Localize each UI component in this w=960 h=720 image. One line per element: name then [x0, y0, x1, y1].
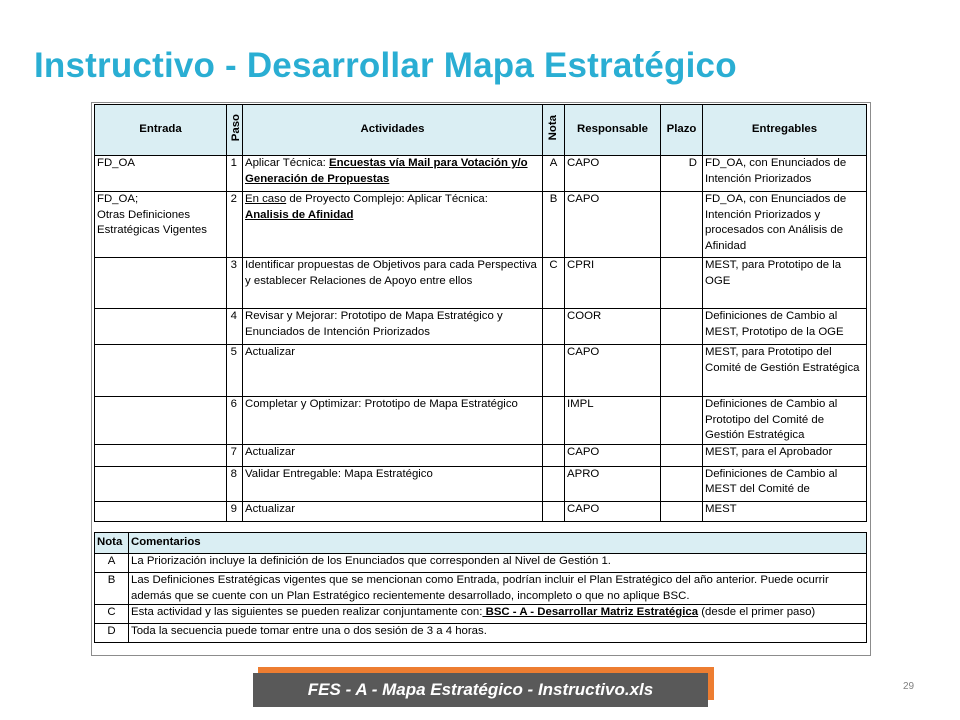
- note-text-before: Esta actividad y las siguientes se pueden realizar conjuntamente con:: [131, 606, 483, 618]
- cell-paso: 9: [227, 501, 243, 521]
- cell-plazo: D: [661, 156, 703, 192]
- note-text: La Priorización incluye la definición de los Enunciados que corresponden al Nivel de Gestión 1.: [129, 554, 867, 573]
- cell-entregables: Definiciones de Cambio al MEST, Prototipo de la OGE: [703, 309, 867, 345]
- table-row: [95, 501, 867, 521]
- cell-actividades: Completar y Optimizar: Prototipo de Mapa Estratégico: [243, 397, 543, 445]
- cell-paso: 4: [227, 309, 243, 345]
- table-row: [95, 156, 867, 192]
- note-row: [95, 573, 867, 605]
- cell-actividades: Identificar propuestas de Objetivos para cada Perspectiva y establecer Relaciones de Apoyo entre ellos: [243, 258, 543, 309]
- cell-entregables: MEST: [703, 501, 867, 521]
- header-entrada: Entrada: [95, 105, 227, 156]
- table-row: [95, 345, 867, 397]
- table-row: [95, 397, 867, 445]
- cell-entrada: [95, 501, 227, 521]
- cell-nota: [543, 466, 565, 501]
- cell-plazo: [661, 345, 703, 397]
- cell-paso: 2: [227, 192, 243, 258]
- header-responsable: Responsable: [565, 105, 661, 156]
- cell-paso: 5: [227, 345, 243, 397]
- cell-plazo: [661, 309, 703, 345]
- cell-responsable: CAPO: [565, 501, 661, 521]
- activity-text-underlined: En caso: [245, 193, 287, 205]
- cell-paso: 7: [227, 444, 243, 466]
- cell-entrada: [95, 466, 227, 501]
- cell-plazo: [661, 397, 703, 445]
- cell-actividades: Revisar y Mejorar: Prototipo de Mapa Estratégico y Enunciados de Intención Priorizados: [243, 309, 543, 345]
- page-title: Instructivo - Desarrollar Mapa Estratégico: [34, 46, 737, 85]
- cell-entregables: MEST, para Prototipo del Comité de Gestión Estratégica: [703, 345, 867, 397]
- note-row: [95, 605, 867, 624]
- cell-responsable: COOR: [565, 309, 661, 345]
- cell-paso: 1: [227, 156, 243, 192]
- activity-text: de Proyecto Complejo: Aplicar Técnica:: [286, 193, 488, 205]
- cell-responsable: IMPL: [565, 397, 661, 445]
- header-actividades: Actividades: [243, 105, 543, 156]
- cell-entrada: [95, 397, 227, 445]
- page-number: 29: [903, 681, 915, 692]
- notes-header-nota: Nota: [95, 533, 129, 554]
- note-letter: B: [95, 573, 129, 605]
- cell-nota: C: [543, 258, 565, 309]
- activity-link[interactable]: Analisis de Afinidad: [245, 208, 354, 221]
- activities-table: [94, 104, 867, 522]
- table-row: [95, 466, 867, 501]
- cell-entregables: FD_OA, con Enunciados de Intención Priorizados y procesados con Análisis de Afinidad: [703, 192, 867, 258]
- cell-nota: [543, 309, 565, 345]
- note-letter: D: [95, 624, 129, 643]
- activity-text: Aplicar Técnica:: [245, 157, 329, 169]
- note-text-after: (desde el primer paso): [698, 606, 816, 618]
- cell-entrada: FD_OA: [95, 156, 227, 192]
- cell-responsable: CAPO: [565, 345, 661, 397]
- header-nota: [543, 105, 565, 156]
- cell-entregables: Definiciones de Cambio al Prototipo del Comité de Gestión Estratégica: [703, 397, 867, 445]
- cell-plazo: [661, 258, 703, 309]
- table-row: [95, 309, 867, 345]
- cell-actividades: Actualizar: [243, 444, 543, 466]
- cell-paso: 6: [227, 397, 243, 445]
- note-text: Las Definiciones Estratégicas vigentes que se mencionan como Entrada, podrían incluir el Plan Estratégico del año anterior. Puede ocurrir además que se cuente con un Plan Estratégico recientemente desarrollado, incompleto o que no aplique BSC.: [129, 573, 867, 605]
- cell-responsable: APRO: [565, 466, 661, 501]
- note-letter: A: [95, 554, 129, 573]
- file-link-button[interactable]: FES - A - Mapa Estratégico - Instructivo.xls: [253, 673, 708, 707]
- notes-header-comentarios: Comentarios: [129, 533, 867, 554]
- cell-entrada: [95, 444, 227, 466]
- cell-responsable: CPRI: [565, 258, 661, 309]
- header-paso-label: Paso: [230, 113, 242, 141]
- cell-actividades: Actualizar: [243, 501, 543, 521]
- cell-responsable: CAPO: [565, 444, 661, 466]
- cell-nota: B: [543, 192, 565, 258]
- note-link[interactable]: BSC - A - Desarrollar Matriz Estratégica: [482, 606, 699, 618]
- table-row: [95, 192, 867, 258]
- note-text: Toda la secuencia puede tomar entre una o dos sesión de 3 a 4 horas.: [129, 624, 867, 643]
- notes-table: [94, 532, 867, 643]
- cell-actividades: [243, 192, 543, 258]
- cell-nota: A: [543, 156, 565, 192]
- cell-entregables: FD_OA, con Enunciados de Intención Priorizados: [703, 156, 867, 192]
- note-letter: C: [95, 605, 129, 624]
- cell-plazo: [661, 501, 703, 521]
- cell-entregables: Definiciones de Cambio al MEST del Comité de: [703, 466, 867, 501]
- cell-actividades: Validar Entregable: Mapa Estratégico: [243, 466, 543, 501]
- cell-actividades: [243, 156, 543, 192]
- spreadsheet-image: [91, 102, 871, 656]
- cell-actividades: Actualizar: [243, 345, 543, 397]
- cell-nota: [543, 501, 565, 521]
- notes-header-row: [95, 533, 867, 554]
- cell-entrada: [95, 309, 227, 345]
- cell-nota: [543, 345, 565, 397]
- cell-plazo: [661, 444, 703, 466]
- header-entregables: Entregables: [703, 105, 867, 156]
- cell-entregables: MEST, para el Aprobador: [703, 444, 867, 466]
- table-row: [95, 258, 867, 309]
- header-plazo: Plazo: [661, 105, 703, 156]
- cell-nota: [543, 444, 565, 466]
- header-paso: [227, 105, 243, 156]
- cell-responsable: CAPO: [565, 192, 661, 258]
- cell-entrada: [95, 345, 227, 397]
- cell-paso: 8: [227, 466, 243, 501]
- note-row: [95, 554, 867, 573]
- cell-paso: 3: [227, 258, 243, 309]
- cell-entrada: [95, 258, 227, 309]
- cell-plazo: [661, 192, 703, 258]
- cell-plazo: [661, 466, 703, 501]
- cell-entrada: FD_OA; Otras Definiciones Estratégicas Vigentes: [95, 192, 227, 258]
- note-row: [95, 624, 867, 643]
- activity-link[interactable]: Encuestas vía Mail para Votación y/o Generación de Propuestas: [245, 157, 528, 185]
- header-nota-label: Nota: [546, 114, 559, 140]
- table-header-row: [95, 105, 867, 156]
- cell-nota: [543, 397, 565, 445]
- cell-responsable: CAPO: [565, 156, 661, 192]
- table-row: [95, 444, 867, 466]
- cell-entregables: MEST, para Prototipo de la OGE: [703, 258, 867, 309]
- note-text: [129, 605, 867, 624]
